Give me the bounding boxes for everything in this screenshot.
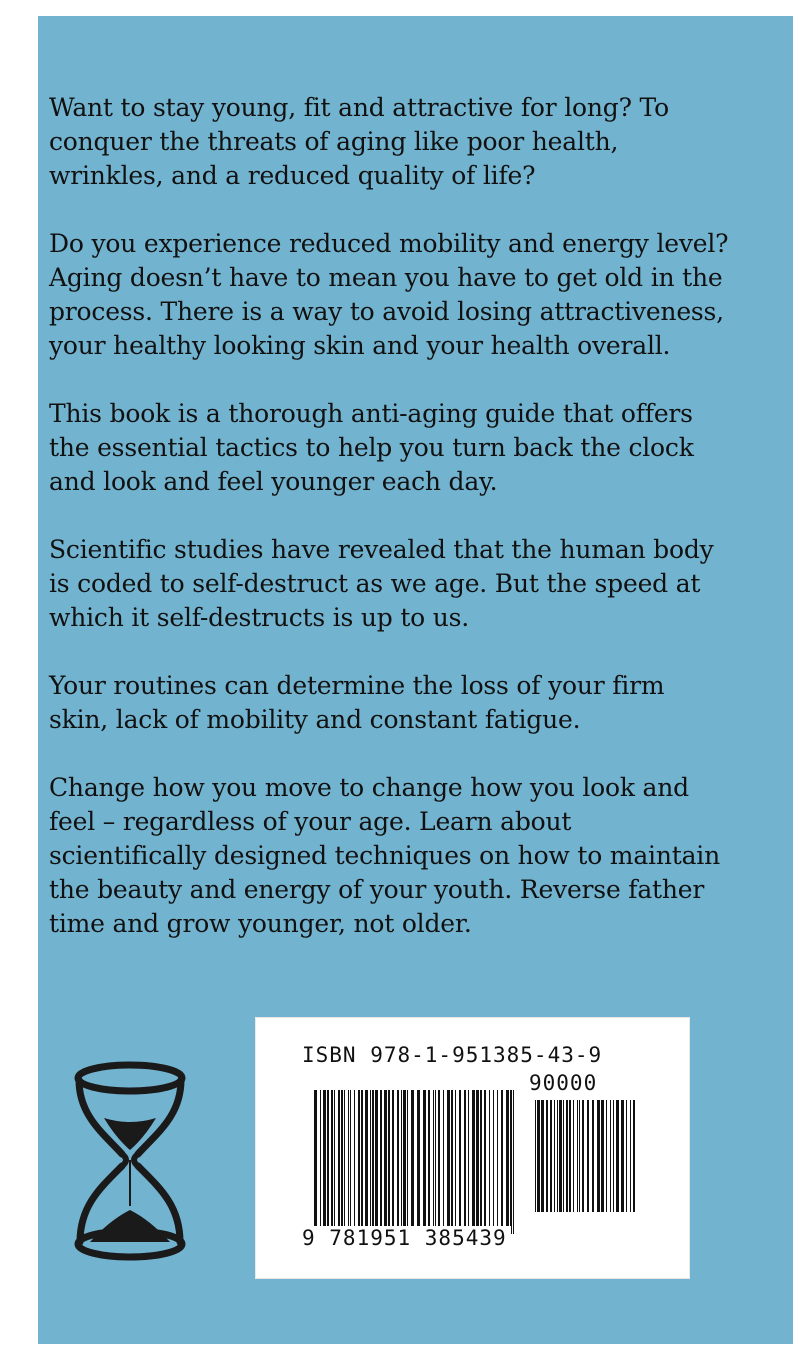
isbn-barcode — [255, 1017, 690, 1279]
barcode-bar — [480, 1090, 482, 1234]
barcode-bar — [573, 1100, 574, 1212]
barcode-bar — [506, 1090, 509, 1234]
barcode-bar — [616, 1100, 619, 1212]
barcode-bar — [468, 1090, 469, 1234]
barcode-bar — [535, 1100, 536, 1212]
barcode-bar — [403, 1090, 406, 1234]
barcode-bar — [384, 1090, 387, 1234]
barcode-bar — [501, 1090, 503, 1234]
barcode-bar — [365, 1090, 368, 1234]
barcode-bar — [392, 1090, 394, 1234]
barcode-bar — [459, 1090, 461, 1234]
blurb-paragraph-1: Want to stay young, fit and attractive for long? To conquer the threats of aging like poor health, wrinkles, and a reduced quality of life? — [49, 93, 669, 190]
barcode-bar — [380, 1090, 382, 1234]
barcode-bar — [354, 1090, 355, 1234]
barcode-bar — [550, 1100, 552, 1212]
barcode-bar — [372, 1090, 374, 1234]
barcode-bar — [613, 1100, 614, 1212]
barcode-bar — [630, 1100, 631, 1212]
barcode-bar — [338, 1090, 340, 1234]
ean-digits: 9 781951 385439 — [302, 1226, 511, 1250]
barcode-bar — [513, 1090, 514, 1234]
barcode-bar — [587, 1100, 589, 1212]
blurb-paragraph-6: Change how you move to change how you look and feel – regardless of your age. Learn about scientifically designed techniques on how to maintain the beauty and energy of your youth. Reverse father time and grow younger, not older. — [49, 773, 720, 938]
barcode-bar — [493, 1090, 494, 1234]
barcode-bar — [407, 1090, 408, 1234]
barcode-bar — [569, 1100, 571, 1212]
barcode-bar — [443, 1090, 444, 1234]
blurb-paragraph-4: Scientific studies have revealed that the human body is coded to self-destruct as we age. But the speed at which it self-destructs is up to us. — [49, 535, 714, 632]
barcode-bar — [464, 1090, 466, 1234]
barcode-bar — [455, 1090, 456, 1234]
barcode-bar — [579, 1100, 580, 1212]
barcode-bar — [546, 1100, 548, 1212]
price-code: 90000 — [529, 1071, 598, 1095]
barcode-bar — [350, 1090, 351, 1234]
barcode-bar — [610, 1100, 611, 1212]
barcode-bar — [541, 1100, 544, 1212]
barcode-bar — [606, 1100, 607, 1212]
barcode-bar — [370, 1090, 371, 1234]
barcode-bar — [621, 1100, 624, 1212]
barcode-bar — [554, 1100, 555, 1212]
barcode-bar — [577, 1100, 578, 1212]
barcode-bar — [633, 1100, 635, 1212]
barcode-bar — [388, 1090, 390, 1234]
blurb-paragraph-3: This book is a thorough anti-aging guide that offers the essential tactics to help you turn back the clock and look and feel younger each day. — [49, 399, 694, 496]
barcode-bar — [423, 1090, 426, 1234]
barcode-bar — [323, 1090, 326, 1234]
barcode-bar — [566, 1100, 568, 1212]
barcode-bar — [451, 1090, 453, 1234]
barcode-bar — [489, 1090, 490, 1234]
barcode-bar — [348, 1090, 349, 1234]
barcode-bar — [557, 1100, 558, 1212]
blurb-text — [49, 91, 729, 975]
blurb-paragraph-2: Do you experience reduced mobility and energy level? Aging doesn’t have to mean you have to get old in the process. There is a way to avoid losing attractiveness, your healthy looking skin and your health overall. — [49, 229, 729, 360]
barcode-bar — [582, 1100, 584, 1212]
barcode-bar — [559, 1100, 562, 1212]
blurb-paragraph-5: Your routines can determine the loss of your firm skin, lack of mobility and constant fatigue. — [49, 671, 665, 734]
barcode-bar — [601, 1100, 604, 1212]
barcode-bar — [397, 1090, 399, 1234]
barcode-bar — [484, 1090, 486, 1234]
barcode-bar — [361, 1090, 363, 1234]
barcode-bar — [341, 1090, 343, 1234]
barcode-bar — [626, 1100, 627, 1212]
hourglass-icon — [70, 1056, 190, 1266]
barcode-bar — [537, 1100, 540, 1212]
barcode-bar — [497, 1090, 498, 1234]
barcode-bar — [331, 1090, 333, 1234]
isbn-number: ISBN 978-1-951385-43-9 — [302, 1043, 603, 1067]
barcode-bar — [327, 1090, 329, 1234]
addon-barcode-bars — [535, 1100, 635, 1228]
barcode-bar — [334, 1090, 335, 1234]
barcode-bar — [476, 1090, 479, 1234]
barcode-bar — [510, 1090, 512, 1234]
barcode-bar — [597, 1100, 600, 1212]
barcode-bar — [592, 1100, 594, 1212]
barcode-bar — [433, 1090, 434, 1234]
barcode-bar — [358, 1090, 360, 1234]
barcode-bar — [438, 1090, 440, 1234]
barcode-bar — [435, 1090, 436, 1234]
barcode-bar — [401, 1090, 402, 1234]
barcode-bar — [375, 1090, 378, 1234]
barcode-bar — [563, 1100, 564, 1212]
barcode-bar — [447, 1090, 450, 1234]
barcode-bar — [472, 1090, 475, 1234]
barcode-bar — [428, 1090, 430, 1234]
barcode-bar — [344, 1090, 345, 1234]
